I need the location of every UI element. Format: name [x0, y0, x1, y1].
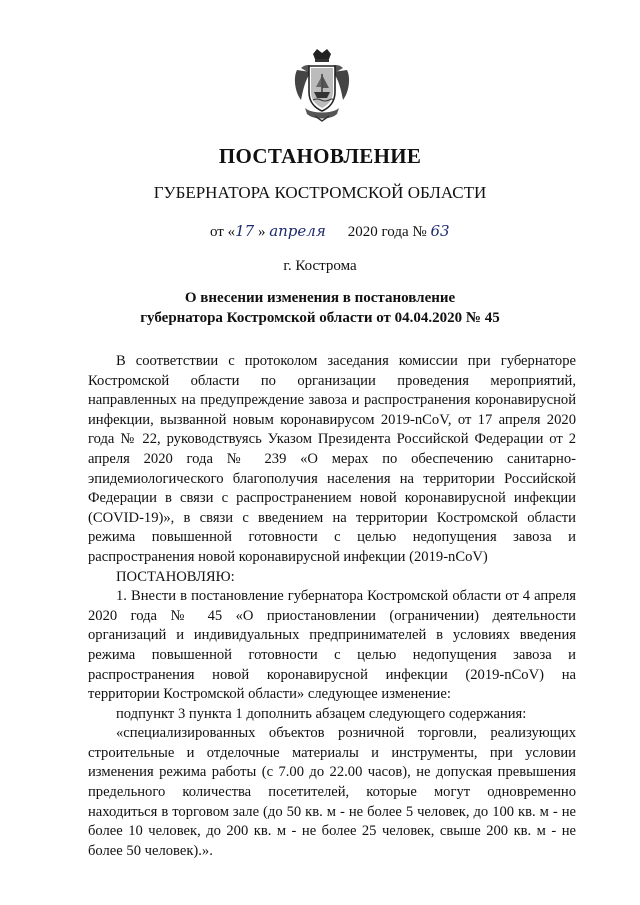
heading-line-2: губернатора Костромской области от 04.04.2020 № 45 — [140, 310, 500, 326]
document-title: ПОСТАНОВЛЕНИЕ — [218, 144, 422, 168]
date-line — [210, 222, 450, 241]
paragraph-item-1: 1. Внести в постановление губернатора Костромской области от 4 апреля 2020 года № 45 «О приостановлении (ограничении) деятельности организаций и индивидуальных предпринимателей в условиях введения режима повышенной готовности с целью недопущения завоза и распространения новой коронавирусной инфекции (2019-nCoV) на территории Костромской области» следующее изменение: — [88, 588, 576, 703]
paragraph-resolve: ПОСТАНОВЛЯЮ: — [116, 568, 235, 585]
paragraph-subitem: подпункт 3 пункта 1 дополнить абзацем следующего содержания: — [116, 705, 527, 722]
paragraph-preamble: В соответствии с протоколом заседания комиссии при губернаторе Костромской области по организации проведения мероприятий, направленных на предупреждение завоза и распространения коронавирусной инфекции, вызванной новым коронавирусом 2019-nCoV, от 17 апреля 2020 года № 22, руководствуясь Указом Президента Российской Федерации от 2 апреля 2020 года № 239 «О мерах по обеспечению санитарно-эпидемиологического благополучия населения на территории Российской Федерации в связи с распространением новой коронавирусной инфекции (COVID-19)», в связи с введением на территории Костромской области режима повышенной готовности с целью недопущения завоза и распространения новой коронавирусной инфекции (2019-nCoV) — [88, 353, 576, 565]
paragraph-quote: «специализированных объектов розничной торговли, реализующих строительные и отделочные материалы и инструменты, при условии изменения режима работы (с 7.00 до 22.00 часов), не допуская превышения предельного количества посетителей, которые могут одновременно находиться в торговом зале (до 50 кв. м - не более 5 человек, до 100 кв. м - не более 10 человек, до 200 кв. м - не более 25 человек, свыше 200 кв. м - не более 50 человек).». — [88, 725, 576, 859]
date-mid: » — [254, 224, 270, 240]
document-subtitle: ГУБЕРНАТОРА КОСТРОМСКОЙ ОБЛАСТИ — [153, 183, 487, 202]
document-heading — [0, 288, 640, 328]
document-body — [88, 352, 576, 861]
document-number: 63 — [430, 222, 450, 240]
heading-line-1: О внесении изменения в постановление — [184, 290, 456, 306]
date-prefix: от « — [210, 224, 236, 240]
kostroma-coat-of-arms-icon — [291, 48, 353, 122]
date-day: 17 — [235, 222, 255, 240]
date-month: апреля — [269, 222, 326, 240]
city: г. Кострома — [283, 258, 357, 274]
date-year: 2020 года № — [347, 224, 427, 240]
